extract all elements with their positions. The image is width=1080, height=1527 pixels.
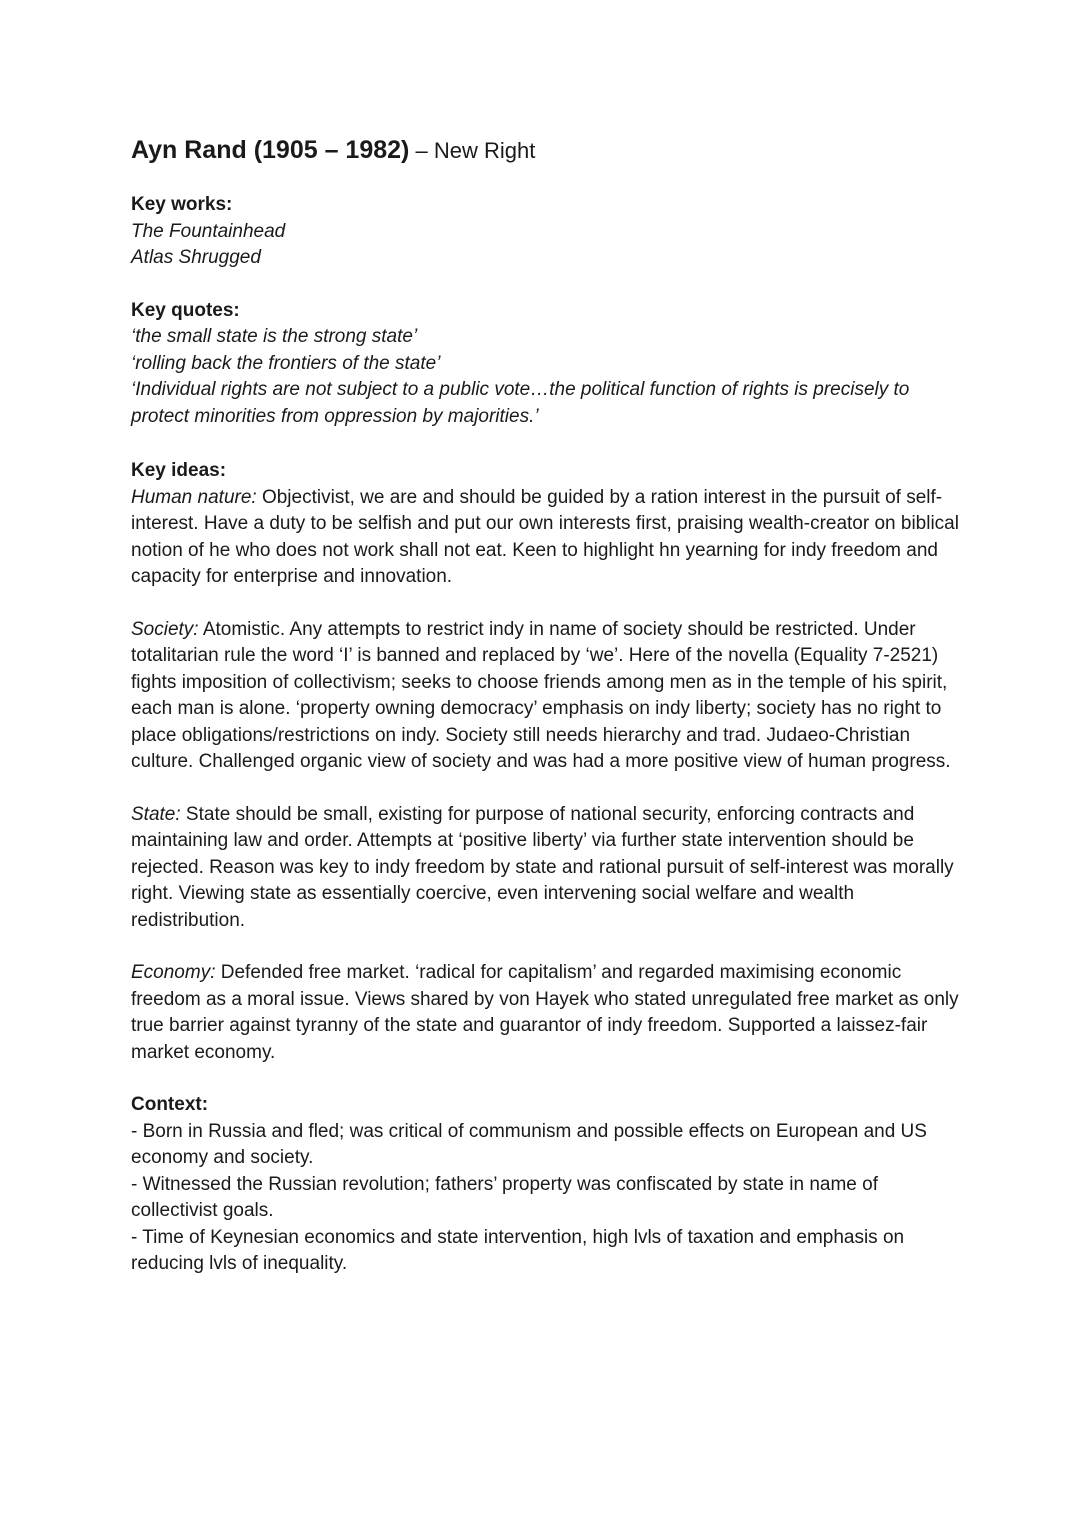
context-section <box>131 1092 961 1278</box>
state-paragraph <box>131 802 961 935</box>
title-subtitle: – New Right <box>409 138 536 163</box>
key-quotes-section <box>131 298 961 431</box>
society-label: Society: <box>131 618 199 640</box>
key-works-section <box>131 192 961 272</box>
key-work-item: The Fountainhead <box>131 220 286 242</box>
context-heading: Context: <box>131 1094 209 1115</box>
key-ideas-heading: Key ideas: <box>131 460 227 481</box>
context-item: - Born in Russia and fled; was critical of communism and possible effects on European and US economy and society. <box>131 1120 927 1168</box>
context-item: - Witnessed the Russian revolution; fathers’ property was confiscated by state in name of collectivist goals. <box>131 1173 878 1221</box>
society-paragraph <box>131 617 961 776</box>
society-section <box>131 617 961 776</box>
human-nature-paragraph <box>131 485 961 591</box>
economy-paragraph <box>131 960 961 1066</box>
page-title <box>131 133 961 168</box>
key-ideas-section <box>131 458 961 591</box>
title-name: Ayn Rand (1905 – 1982) <box>131 136 410 164</box>
society-text: Atomistic. Any attempts to restrict indy in name of society should be restricted. Under totalitarian rule the word ‘I’ is banned and replaced by ‘we’. Here of the novella (Equality 7-2521) fights imposition of collectivism; seeks to choose friends among men as in the temple of his spirit, each man is alone. ‘property owning democracy’ emphasis on indy liberty; society has no right to place obligations/restrictions on indy. Society still needs hierarchy and trad. Judaeo-Christian culture. Challenged organic view of society and was had a more positive view of human progress. <box>131 618 951 772</box>
key-quotes-heading: Key quotes: <box>131 299 240 321</box>
human-nature-text: Objectivist, we are and should be guided by a ration interest in the pursuit of self-interest. Have a duty to be selfish and put our own interests first, praising wealth-creator on biblical notion of he who does not work shall not eat. Keen to highlight hn yearning for indy freedom and capacity for enterprise and innovation. <box>131 486 959 587</box>
state-section <box>131 802 961 935</box>
key-works-heading: Key works: <box>131 194 233 215</box>
state-text: State should be small, existing for purpose of national security, enforcing contracts and maintaining law and order. Attempts at ‘positive liberty’ via further state intervention should be rejected. Reason was key to indy freedom by state and rational pursuit of self-interest was morally right. Viewing state as essentially coercive, even intervening social welfare and wealth redistribution. <box>131 803 954 931</box>
economy-label: Economy: <box>131 962 216 983</box>
key-quote-item: ‘rolling back the frontiers of the state’ <box>131 352 441 374</box>
economy-section <box>131 960 961 1066</box>
human-nature-label: Human nature: <box>131 486 257 508</box>
key-quote-item: ‘Individual rights are not subject to a public vote…the political function of rights is precisely to protect minorities from oppression by majorities.’ <box>131 379 910 427</box>
key-quote-item: ‘the small state is the strong state’ <box>131 326 418 347</box>
key-work-item: Atlas Shrugged <box>131 247 261 268</box>
context-item: - Time of Keynesian economics and state intervention, high lvls of taxation and emphasis on reducing lvls of inequality. <box>131 1226 905 1274</box>
document-page <box>131 133 961 1304</box>
economy-text: Defended free market. ‘radical for capitalism’ and regarded maximising economic freedom as a moral issue. Views shared by von Hayek who stated unregulated free market as only true barrier against tyranny of the state and guarantor of indy freedom. Supported a laissez-fair market economy. <box>131 962 959 1063</box>
state-label: State: <box>131 803 181 825</box>
